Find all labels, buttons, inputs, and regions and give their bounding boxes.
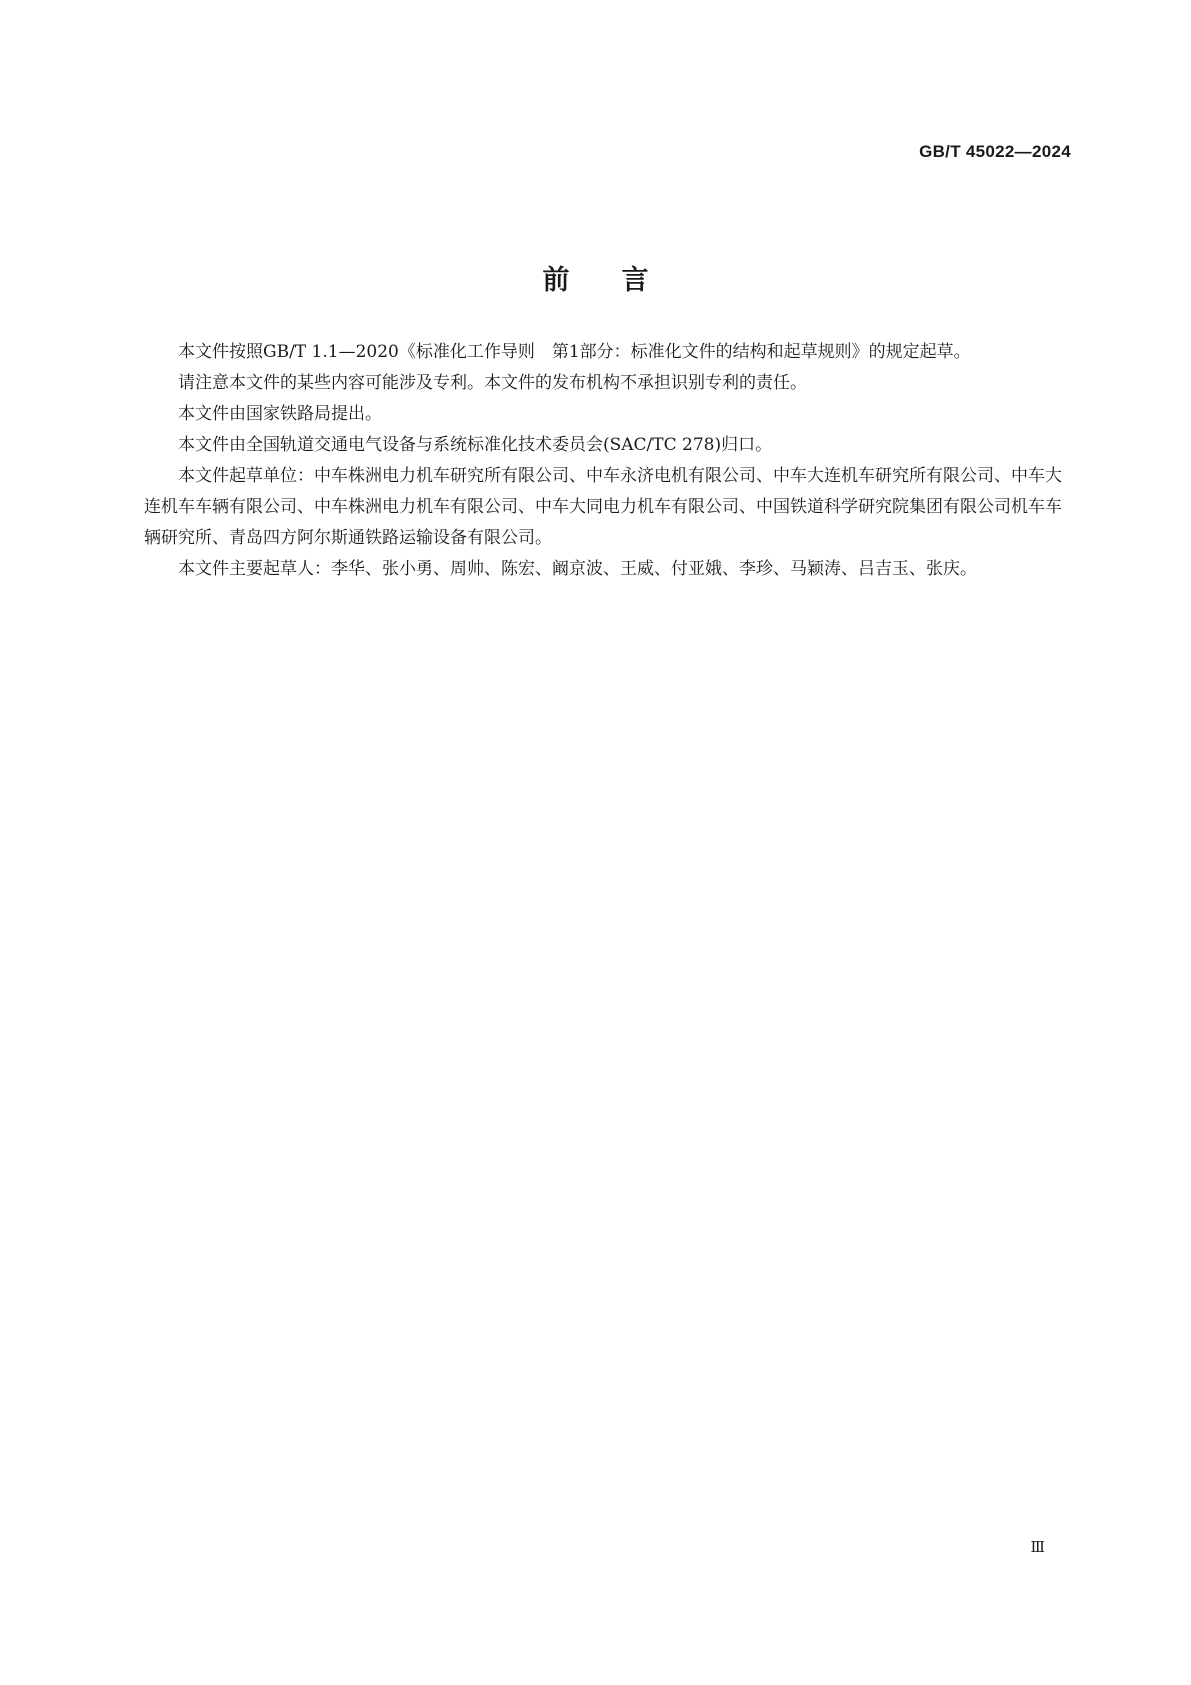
paragraph-drafting-rules: 本文件按照GB/T 1.1—2020《标准化工作导则 第1部分：标准化文件的结构和起草规则》的规定起草。 xyxy=(178,342,971,362)
paragraph-technical-committee: 本文件由全国轨道交通电气设备与系统标准化技术委员会(SAC/TC 278)归口。 xyxy=(178,435,773,455)
foreword-body xyxy=(144,337,1062,585)
standard-number: GB/T 45022—2024 xyxy=(919,142,1071,161)
paragraph-patent-notice: 请注意本文件的某些内容可能涉及专利。本文件的发布机构不承担识别专利的责任。 xyxy=(178,373,807,393)
paragraph-proposer: 本文件由国家铁路局提出。 xyxy=(178,404,382,424)
paragraph-drafting-units: 本文件起草单位：中车株洲电力机车研究所有限公司、中车永济电机有限公司、中车大连机车研究所有限公司、中车大连机车车辆有限公司、中车株洲电力机车有限公司、中车大同电力机车有限公司、中国铁道科学研究院集团有限公司机车车辆研究所、青岛四方阿尔斯通铁路运输设备有限公司。 xyxy=(144,466,1062,548)
page-title: 前言 xyxy=(542,265,701,297)
page-number: Ⅲ xyxy=(1030,1538,1045,1556)
paragraph-drafters: 本文件主要起草人：李华、张小勇、周帅、陈宏、阚京波、王威、付亚娥、李珍、马颖涛、吕吉玉、张庆。 xyxy=(178,559,977,579)
